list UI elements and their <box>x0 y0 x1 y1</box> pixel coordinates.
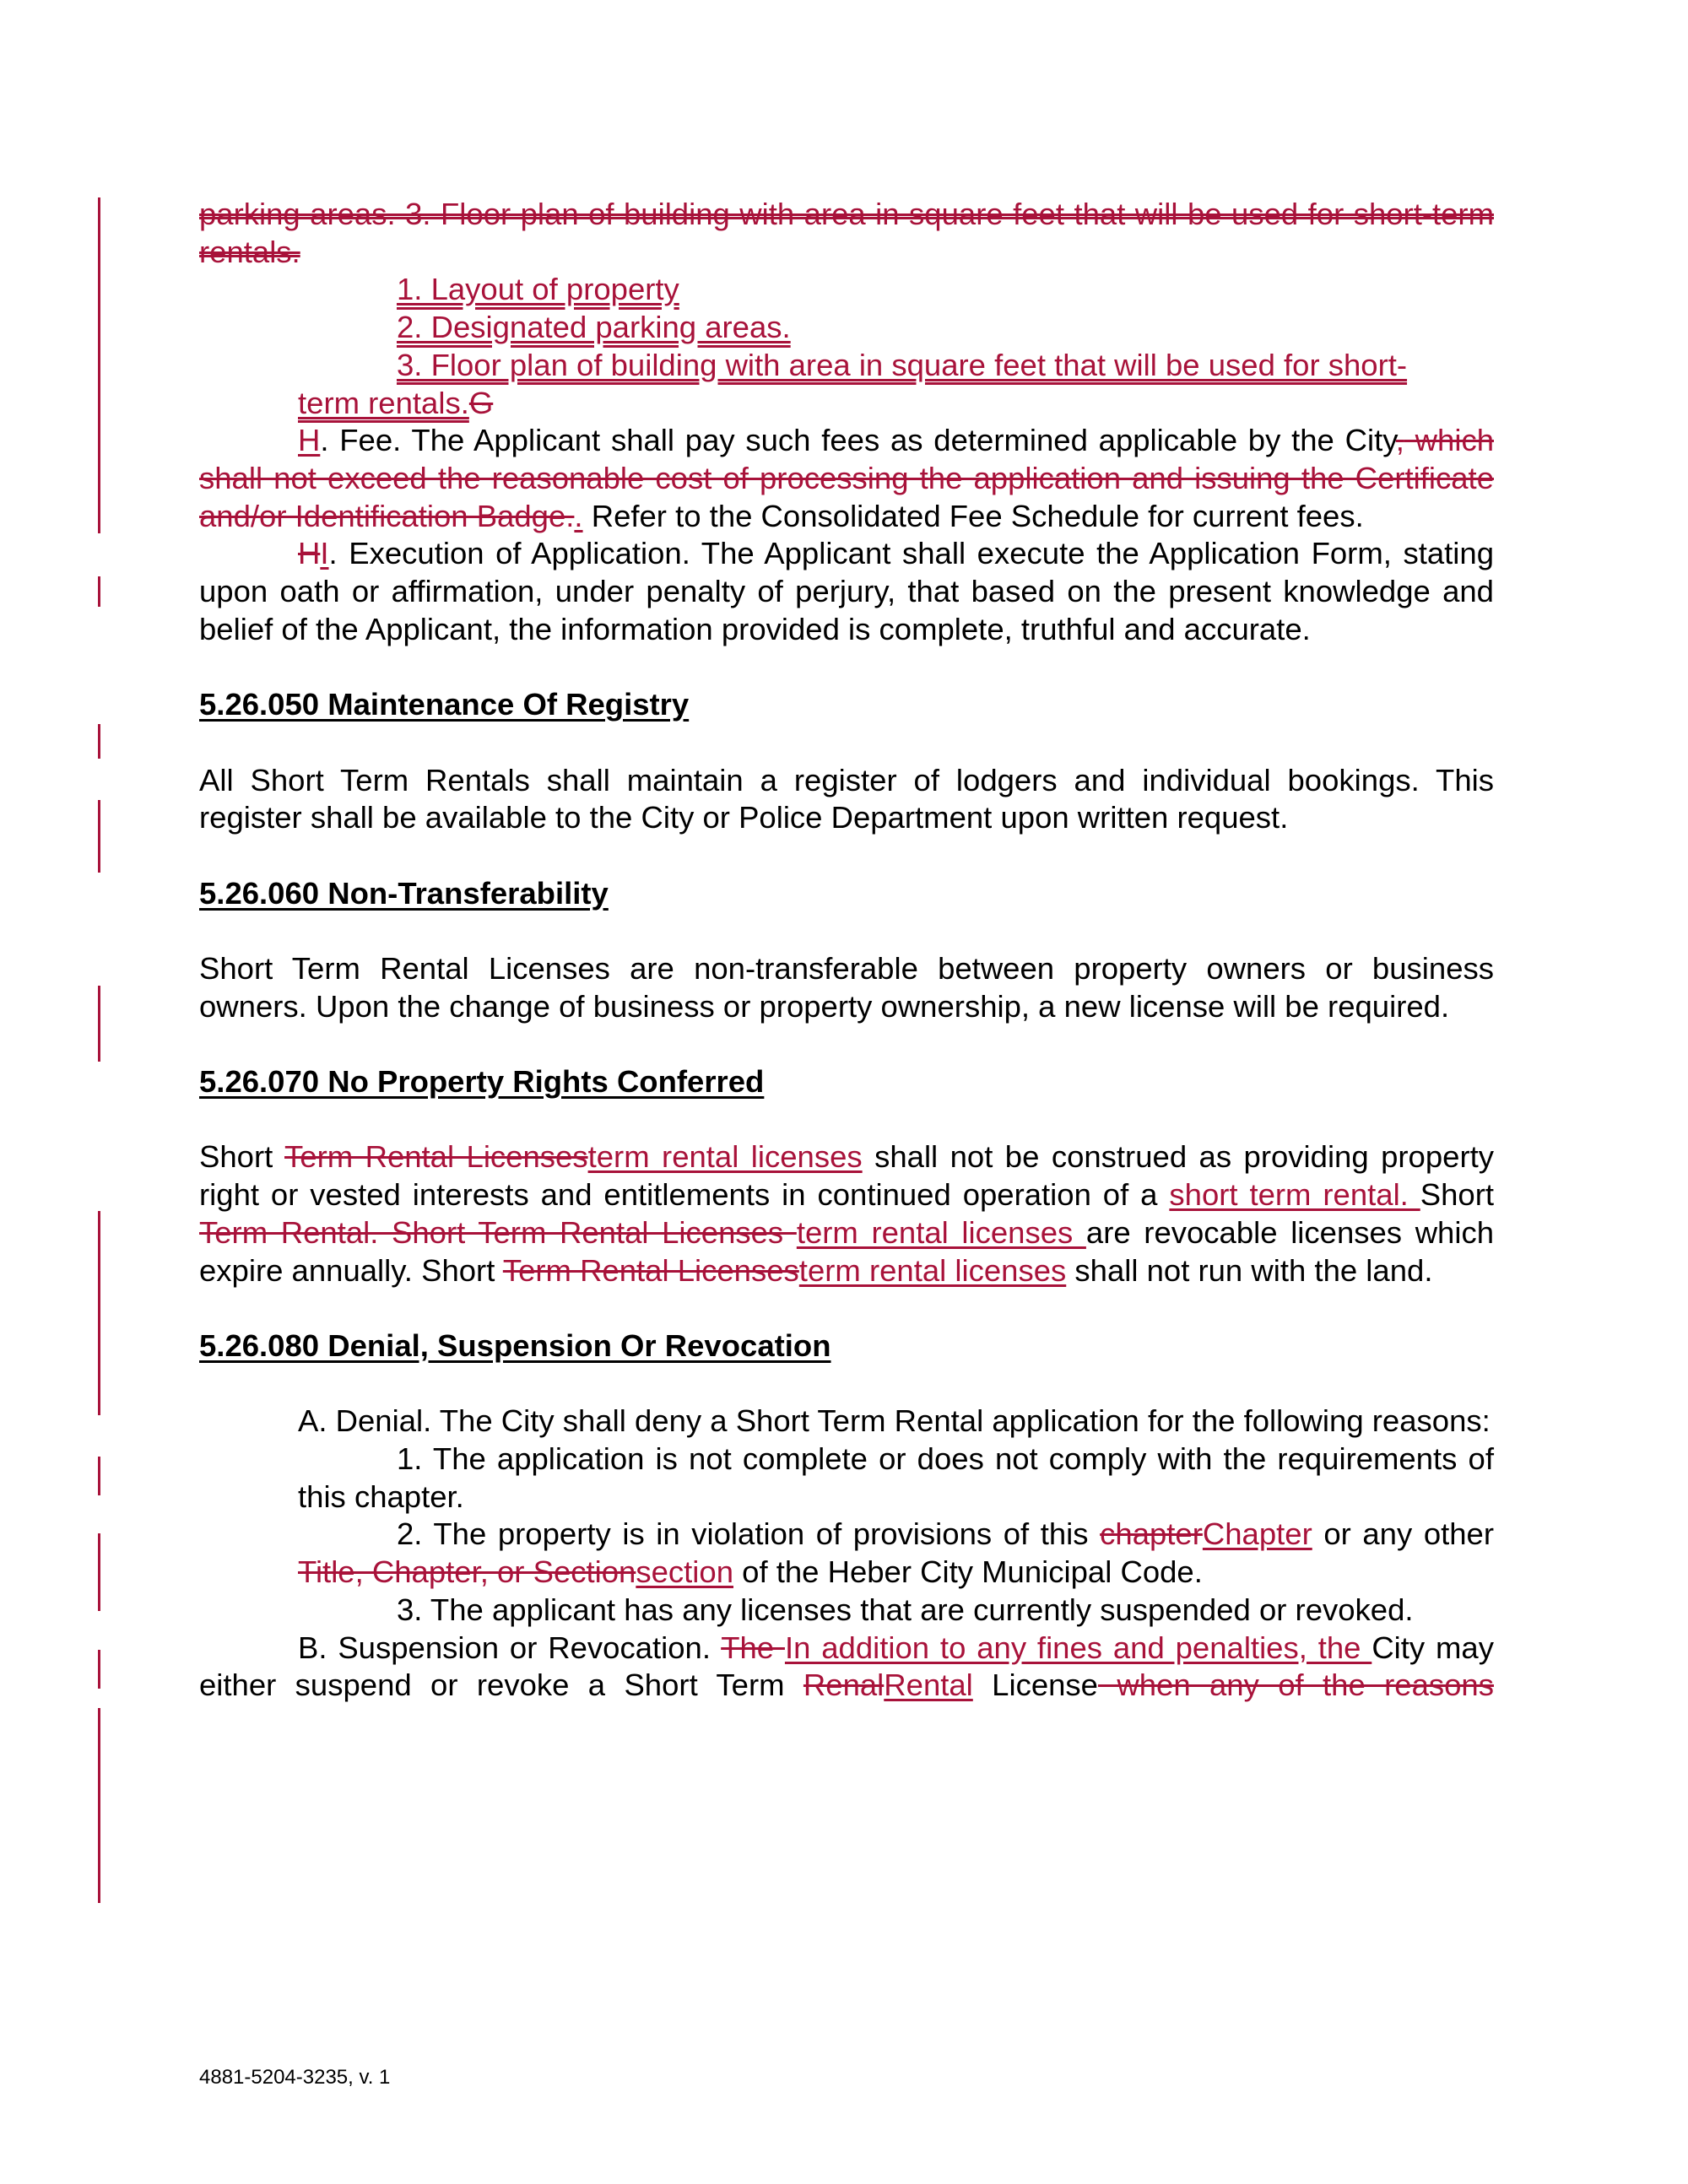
inserted-list-tail: term rentals.G <box>298 385 494 420</box>
change-bar <box>98 1708 100 1903</box>
paragraph-execution: HI. Execution of Application. The Applicant shall execute the Application Form, stating upon oath or affirmation, under penalty of perjury, that based on the present knowledge and belief of the Applicant, the information provided is complete, truthful and accurate. <box>199 536 1494 646</box>
section-body-050: All Short Term Rentals shall maintain a register of lodgers and individual bookings. This register shall be available to the City or Police Department upon written request. <box>199 762 1494 835</box>
denial-item-2: 2. The property is in violation of provisions of this chapterChapter or any other Title, Chapter, or Sectionsection of the Heber City Municipal Code. <box>298 1516 1495 1590</box>
change-bar <box>98 1457 100 1495</box>
section-heading-080: 5.26.080 Denial, Suspension Or Revocation <box>199 1327 831 1363</box>
section-heading-070: 5.26.070 No Property Rights Conferred <box>199 1064 765 1100</box>
change-bar <box>98 1533 100 1611</box>
change-bar <box>98 724 100 759</box>
inserted-list-item: 3. Floor plan of building with area in square feet that will be used for short- <box>397 347 1408 382</box>
paragraph-fee: H. Fee. The Applicant shall pay such fees as determined applicable by the City, which shall not exceed the reasonable cost of processing the application and issuing the Certificate and/or Identification Badge.. Refer to the Consolidated Fee Schedule for current fees. <box>199 423 1494 533</box>
paragraph-denial: A. Denial. The City shall deny a Short Term Rental application for the following reasons: <box>298 1403 1491 1439</box>
section-body-070: Short Term Rental Licensesterm rental licenses shall not be construed as providing property right or vested interests and entitlements in continued operation of a short term rental. Short Term Rental. Short Term Rental Licenses term rental licenses are revocable licenses which expire annually. Short Term Rental Licensesterm rental licenses shall not run with the land. <box>199 1139 1495 1288</box>
section-heading-050: 5.26.050 Maintenance Of Registry <box>199 687 690 722</box>
change-bar <box>98 576 100 607</box>
section-heading-060: 5.26.060 Non-Transferability <box>199 875 609 911</box>
change-bar <box>98 800 100 873</box>
paragraph-suspension: B. Suspension or Revocation. The In addition to any fines and penalties, the City may either suspend or revoke a Short Term RenalRental License when any of the reasons <box>199 1630 1494 1703</box>
inserted-list-item: 2. Designated parking areas. <box>397 310 791 345</box>
inserted-list-item: 1. Layout of property <box>397 272 679 307</box>
change-bar <box>98 986 100 1062</box>
change-bar <box>98 1211 100 1415</box>
section-body-060: Short Term Rental Licenses are non-transferable between property owners or business owners. Upon the change of business or property ownership, a new license will be required. <box>199 951 1494 1024</box>
document-body <box>199 196 1494 1705</box>
denial-item-1: 1. The application is not complete or does not comply with the requirements of this chapter. <box>298 1441 1494 1514</box>
deleted-paragraph <box>199 196 1494 271</box>
document-footer-id: 4881-5204-3235, v. 1 <box>199 2066 391 2089</box>
change-bar <box>98 1650 100 1689</box>
denial-item-3: 3. The applicant has any licenses that are currently suspended or revoked. <box>397 1592 1414 1627</box>
deleted-text: parking areas. 3. Floor plan of building with area in square feet that will be used for short-term rentals. <box>199 197 1494 269</box>
change-bar <box>98 197 100 533</box>
